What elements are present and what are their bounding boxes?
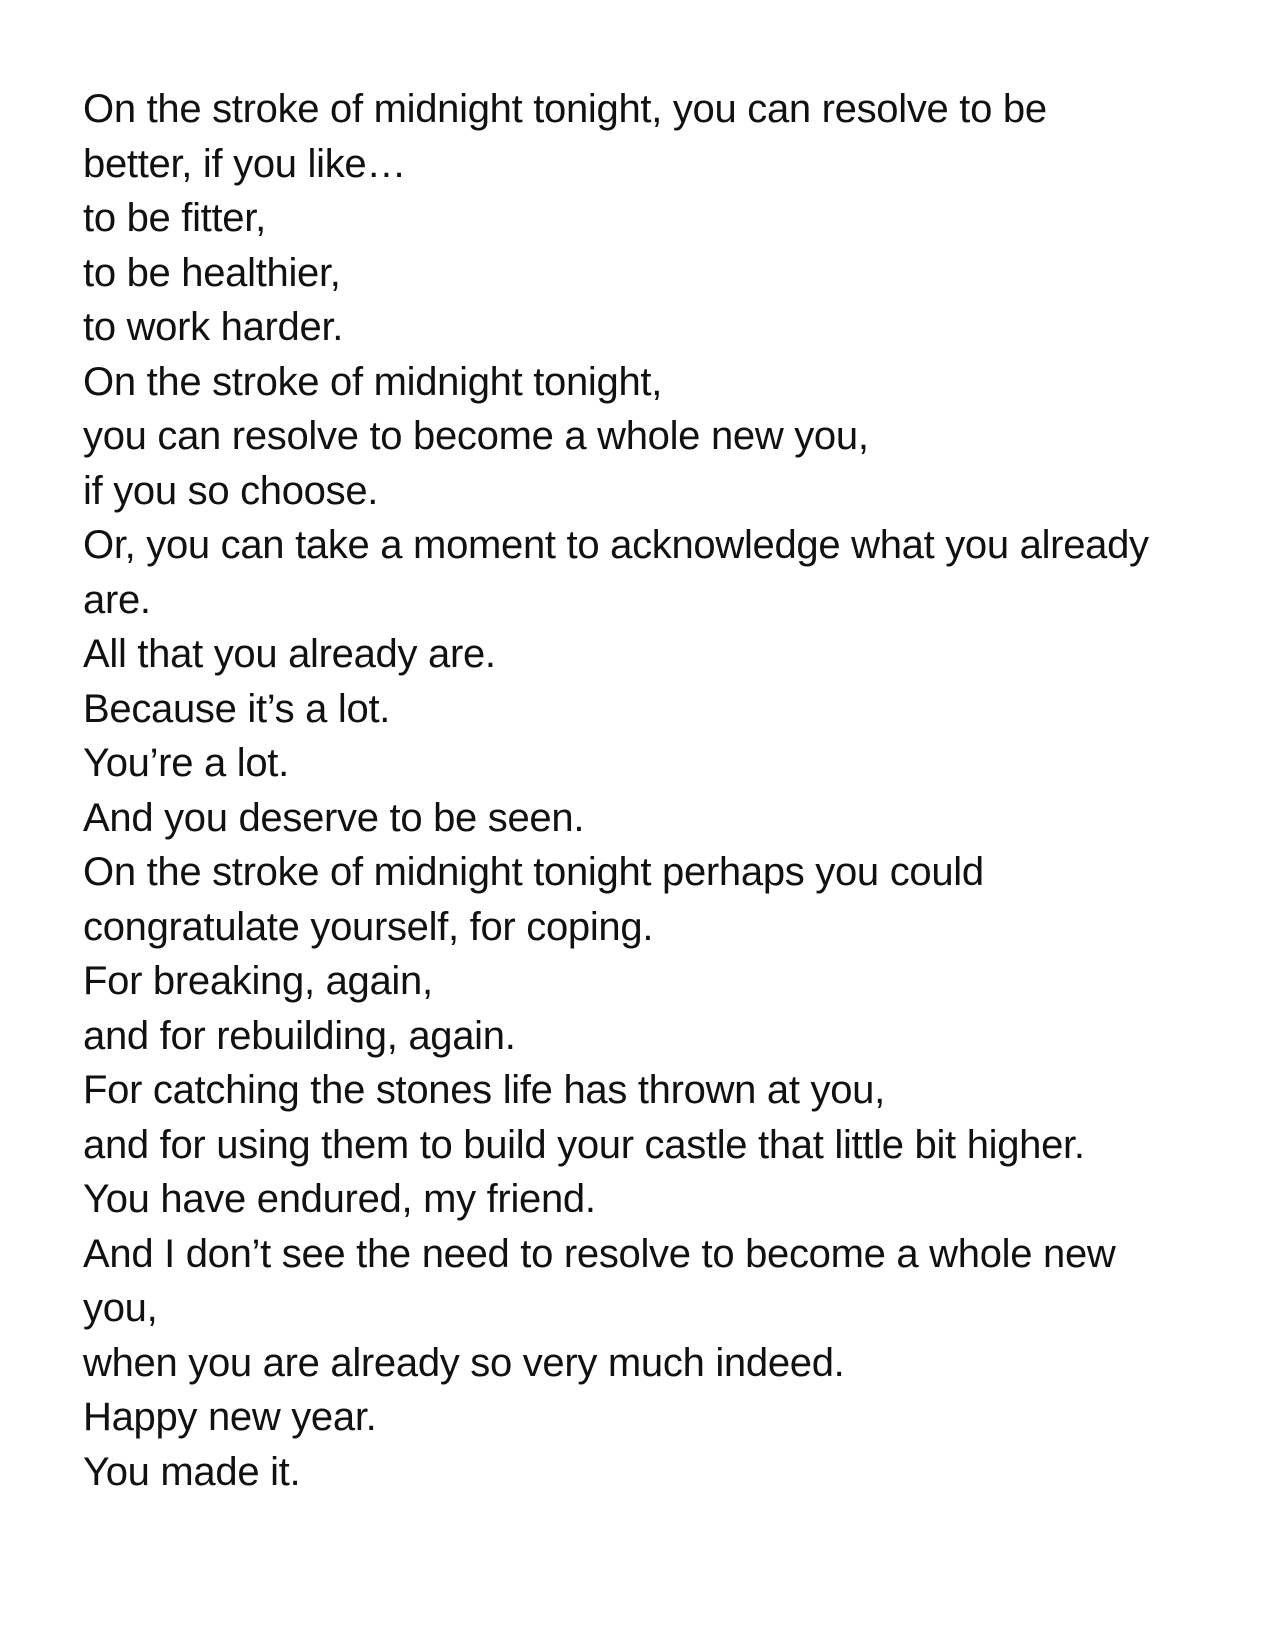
poem-line: You’re a lot. bbox=[83, 741, 289, 785]
poem-line: you can resolve to become a whole new you, bbox=[83, 414, 869, 458]
poem-line: You have endured, my friend. bbox=[83, 1177, 596, 1221]
poem-line: For catching the stones life has thrown at you, bbox=[83, 1068, 885, 1112]
poem-line: For breaking, again, bbox=[83, 959, 433, 1003]
poem-line: Happy new year. bbox=[83, 1395, 377, 1439]
poem-line: if you so choose. bbox=[83, 468, 379, 513]
poem-line: and for rebuilding, again. bbox=[83, 1013, 516, 1058]
poem-line: to be healthier, bbox=[83, 250, 341, 295]
poem-line: On the stroke of midnight tonight, bbox=[83, 359, 663, 404]
poem-line: And you deserve to be seen. bbox=[83, 795, 585, 840]
poem-line: to work harder. bbox=[83, 305, 344, 349]
poem-line: you, bbox=[83, 1286, 158, 1330]
poem-line: Because it’s a lot. bbox=[83, 686, 391, 731]
poem-text bbox=[83, 82, 1203, 1499]
poem-line: to be fitter, bbox=[83, 196, 266, 240]
poem-line: And I don’t see the need to resolve to become a whole new bbox=[83, 1231, 1116, 1276]
poem-line: Or, you can take a moment to acknowledge what you already bbox=[83, 523, 1149, 567]
poem-line: better, if you like… bbox=[83, 141, 407, 186]
poem-line: and for using them to build your castle that little bit higher. bbox=[83, 1122, 1085, 1167]
poem-line: On the stroke of midnight tonight, you can resolve to be bbox=[83, 87, 1047, 131]
poem-line: You made it. bbox=[83, 1449, 301, 1494]
poem-line: On the stroke of midnight tonight perhaps you could bbox=[83, 850, 984, 894]
poem-line: are. bbox=[83, 577, 151, 622]
poem-line: when you are already so very much indeed. bbox=[83, 1340, 845, 1385]
poem-line: congratulate yourself, for coping. bbox=[83, 904, 654, 949]
poem-line: All that you already are. bbox=[83, 632, 496, 676]
